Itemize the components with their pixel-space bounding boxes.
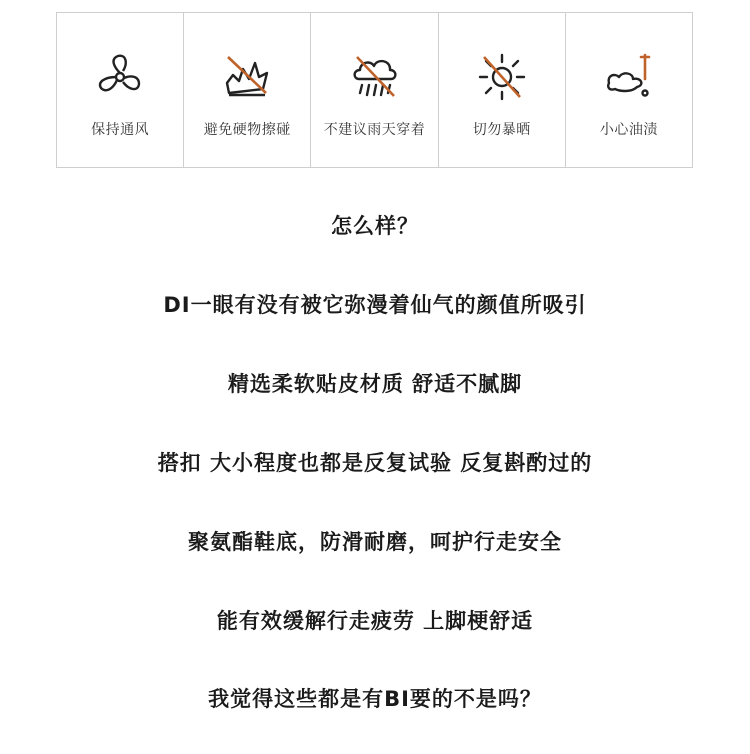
care-label: 切勿暴晒 (472, 122, 531, 138)
care-label: 不建议雨天穿着 (323, 122, 426, 138)
care-label: 小心油渍 (599, 122, 658, 138)
care-item-no-rain (311, 13, 438, 167)
copy-line-material: 精选柔软贴皮材质 舒适不腻脚 (227, 372, 523, 396)
copy-line-comfort: 能有效缓解行走疲劳 上脚梗舒适 (216, 609, 534, 633)
care-item-oil-stain (566, 13, 692, 167)
no-hard-objects-icon (219, 49, 275, 105)
no-sun-icon (474, 49, 530, 105)
care-item-no-sun (439, 13, 566, 167)
care-label: 避免硬物擦碰 (203, 122, 291, 138)
care-item-ventilation (57, 13, 184, 167)
oil-stain-icon (601, 49, 657, 105)
care-item-avoid-hard-objects (184, 13, 311, 167)
care-label: 保持通风 (91, 122, 150, 138)
copy-line-buckle: 搭扣 大小程度也都是反复试验 反复斟酌过的 (157, 451, 593, 475)
copy-line-closing: 我觉得这些都是有BI要的不是吗？ (208, 687, 542, 711)
no-rain-icon (347, 49, 403, 105)
headline-question: 怎么样？ (331, 214, 419, 238)
copy-line-sole: 聚氨酯鞋底，防滑耐磨，呵护行走安全 (188, 530, 562, 554)
care-instructions-strip (56, 12, 693, 168)
fan-icon (92, 49, 148, 105)
copy-line-appearance: DI一眼有没有被它弥漫着仙气的颜值所吸引 (163, 293, 587, 317)
